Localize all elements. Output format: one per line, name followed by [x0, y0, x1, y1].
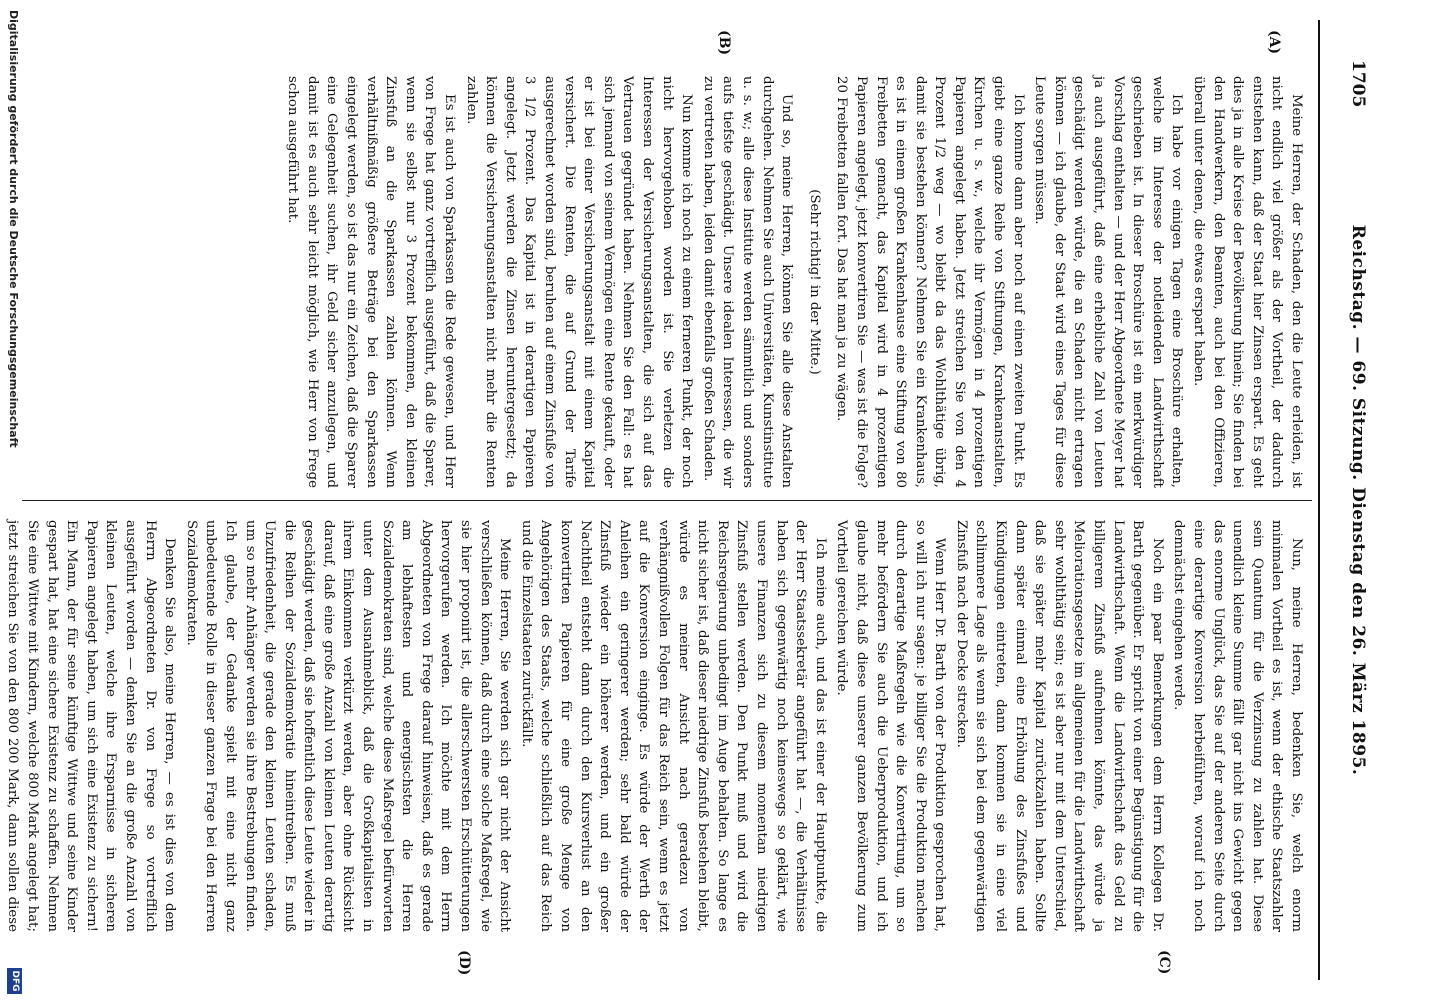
dfg-logo: DFG: [7, 968, 22, 994]
margin-marker-a: (A): [1266, 30, 1282, 55]
paragraph: Meine Herren, Sie werden sich gar nicht der Ansicht verschließen können, daß durch eine solche Maßregel, wie sie hier proponirt ist, die allerschwersten Erschütterungen hervorgerufen werden. Ich möchte mit dem Herrn Abgeordneten von Frege darauf hinweisen, daß es gerade am lebhaftesten und energischsten die Herren Sozialdemokraten sind, welche diese Maßregel befürworten unter dem Ausnahmeblick, daß die Großkapitalisten in ihrem Einkommen verkürzt werden, aber ohne Rücksicht darauf, daß eine große Anzahl von kleinen Leuten derartig geschädigt werden, daß sie hoffentlich diese Leute wieder in die Reihen der Sozialdemokratie hineintreiben. Es muß Unzufriedenheit, die gerade den kleinen Leuten schaden, um so mehr Anhänger werden sie ihre Bestrebungen finden. Ich glaube, der Gedanke spielt mit eine nicht ganz unbedeutende Rolle in dieser ganzen Frage bei den Herren Sozialdemokraten.: [183, 520, 513, 932]
header-rule: [1318, 20, 1320, 980]
funding-note: Digitalisierung gefördert durch die Deutsche Forschungsgemeinschaft: [7, 10, 20, 448]
paragraph: Es ist auch von Sparkassen die Rede gewesen, und Herr von Frege hat ganz vortrefflich ausgeführt, daß die Sparer, wenn sie selbst nur 3 Prozent bekommen, den kleinen Zinsfuß an die Sparkassen zahlen können. Wenn verhältnißmäßig größere Beträge bei den Sparkassen eingelegt werden, so ist das nur ein Zeichen, daß die Sparer eine Gelegenheit suchen, ihr Geld sicher anzulegen, und damit ist es auch sehr leicht möglich, wie Herr von Frege schon ausgeführt hat.: [285, 76, 458, 488]
interjection: (Sehr richtig! in der Mitte.): [806, 189, 822, 375]
page-number: 1705: [1348, 60, 1368, 108]
paragraph: Ich meine auch, und das ist einer der Hauptpunkte, die der Herr Staatssekretär angeführt hat —, die Verhältnisse haben sich gegenwärtig noch keineswegs so geklärt, wie unsere Finanzen sich zu diesem momentan niedrigen Zinsfuß stellen werden. Den Punkt muß und wird die Reichsregierung unbedingt im Auge behalten. So lange es nicht sicher ist, daß dieser niedrige Zinsfuß bestehen bleibt, würde es meiner Ansicht nach geradezu von verhängnißvollen Folgen für das Reich sein, wenn es jetzt auf die Konversion einginge. Es würde der Werth der Anleihen ein geringerer werden; sehr bald würde der Zinsfuß wieder ein höherer werden, und ein großer Nachtheil entsteht dann durch den Kursverlust an den konvertirten Papieren für eine große Menge von Angehörigen des Staats, welche schließlich auf das Reich und die Einzelstaaten zurückfällt.: [518, 520, 828, 932]
paragraph: Noch ein paar Bemerkungen dem Herrn Kollegen Dr. Barth gegenüber. Er spricht von einer Begünstigung für die Landwirthschaft. Wenn die Landwirthschaft das Geld zu billigerem Zinsfuß aufnehmen könnte, das würde ja Meliorationsgesetze im allgemeinen für die Landwirthschaft sehr wohlthätig sein; es ist aber nur mit dem Unterschied, daß sie später mehr Kapital zurückzahlen haben. Sollte dann später einmal eine Erhöhung des Zinsfußes und Kündigungen eintreten, dann kommen sie in eine viel schlimmere Lage als wenn sie sich bei dem gegenwärtigen Zinsfuß nach der Decke strecken.: [953, 520, 1165, 932]
margin-marker-d: (D): [456, 950, 472, 976]
paragraph: Nun komme ich noch zu einem ferneren Punkt, der noch nicht hervorgehoben worden ist. Sie verletzen die Interessen der Versicherungsanstalten, die sich auf das Vertrauen gegründet haben. Nehmen Sie den Fall: es hat sich jemand von seinem Vermögen eine Rente gekauft, oder er ist bei einer Versicherungsanstalt mit einem Kapital versichert. Die Renten, die auf Grund der Tarife ausgerechnet worden sind, beruhen auf einem Zinsfuße von 3 1/2 Prozent. Das Kapital ist in derartigen Papieren angelegt. Jetzt werden die Zinsen heruntergesetzt; da können die Versicherungsanstalten nicht mehr die Renten zahlen.: [463, 76, 695, 488]
margin-marker-c: (C): [1156, 950, 1172, 975]
text-column-right: [5, 520, 1306, 932]
paragraph: Meine Herren, der Schaden, den die Leute erleiden, ist nicht endlich viel größer als der Vortheil, der dadurch entstehen kann, daß der Staat hier Zinsen erspart. Es geht dies ja in alle Kreise der Bevölkerung hinein; Sie finden bei den Handwerkern, den Beamten, auch bei den Offizieren, überall unter denen, die etwas erspart haben.: [1191, 76, 1304, 488]
paragraph: Wenn Herr Dr. Barth von der Produktion gesprochen hat, so will ich nur sagen: je billiger Sie die Produktion machen durch derartige Maßregeln wie die Konvertirung, um so mehr befördern Sie auch die Ueberproduktion, und ich glaube nicht, daß diese unserer ganzen Bevölkerung zum Vortheil gereichen würde.: [834, 520, 948, 932]
paragraph: Nun, meine Herren, bedenken Sie, welch enorm minimalen Vortheil es ist, wenn der ethische Staatszahler sein Quantum für die Verzinsung zu zahlen hat. Diese unendlich kleine Summe fällt gar nicht ins Gewicht gegen das enorme Unglück, das Sie auf der anderen Seite durch eine derartige Konversion herbeiführen, worauf ich noch demnächst eingehen werde.: [1171, 520, 1304, 932]
paragraph: Ich komme dann aber noch auf einen zweiten Punkt. Es giebt eine ganze Reihe von Stiftungen, Krankenanstalten, Kirchen u. s. w., welche ihr Vermögen in 4 prozentigen Papieren angelegt haben. Jetzt streichen Sie von den 4 Prozent 1/2 weg — wo bleibt da das Wohlthätige übrig, damit sie bestehen können? Nehmen Sie ein Krankenhaus, es ist in einem großen Krankenhause eine Stiftung von 80 Freibetten gemacht, das Kapital wird in 4 prozentigen Papieren angelegt, jetzt konvertiren Sie — was ist die Folge? 20 Freibetten fallen fort. Das hat man ja zu wägen.: [834, 76, 1026, 488]
running-title: Reichstag. — 69. Sitzung. Dienstag den 26. März 1895.: [1348, 224, 1368, 776]
margin-marker-b: (B): [716, 30, 732, 56]
paragraph: Denken Sie also, meine Herren, — es ist dies von dem Herrn Abgeordneten Dr. von Frege so vortrefflich ausgeführt worden — denken Sie an die große Anzahl von kleinen Leuten, welche ihre Ersparnisse in sicheren Papieren angelegt haben, um sich eine Existenz zu sichern! Ein Mann, der für seine künftige Wittwe und seine Kinder gespart hat, hat eine sichere Existenz zu schaffen. Nehmen Sie eine Wittwe mit Kindern, welche 800 Mark angelegt hat; jetzt streichen Sie von den 800 200 Mark, dann sollen diese: [5, 520, 178, 932]
column-divider: [22, 500, 1312, 501]
digitization-footer: [4, 0, 24, 1000]
page-header: [1334, 60, 1374, 940]
paragraph: Ich habe vor einigen Tagen eine Broschüre erhalten, welche im Interesse der notleidenden Landwirthschaft geschrieben ist. In dieser Broschüre ist ein merkwürdiger Vorschlag enthalten — und der Herr Abgeordnete Meyer hat ja auch ausgeführt, daß eine erhebliche Zahl von Leuten geschädigt werden würde, die an Schaden nicht ertragen können — ich glaube, der Staat wird eines Tages für diese Leute sorgen müssen.: [1032, 76, 1185, 488]
text-column-left: [36, 76, 1306, 488]
paragraph: Und so, meine Herren, können Sie alle diese Anstalten durchgehen. Nehmen Sie auch Universitäten, Kunstinstitute u. s. w.; alle diese Institute werden sämmtlich und sonders aufs tiefste geschädigt. Unsere idealen Interessen, die wir zu vertreten haben, leiden damit ebenfalls großen Schaden.: [700, 76, 795, 488]
